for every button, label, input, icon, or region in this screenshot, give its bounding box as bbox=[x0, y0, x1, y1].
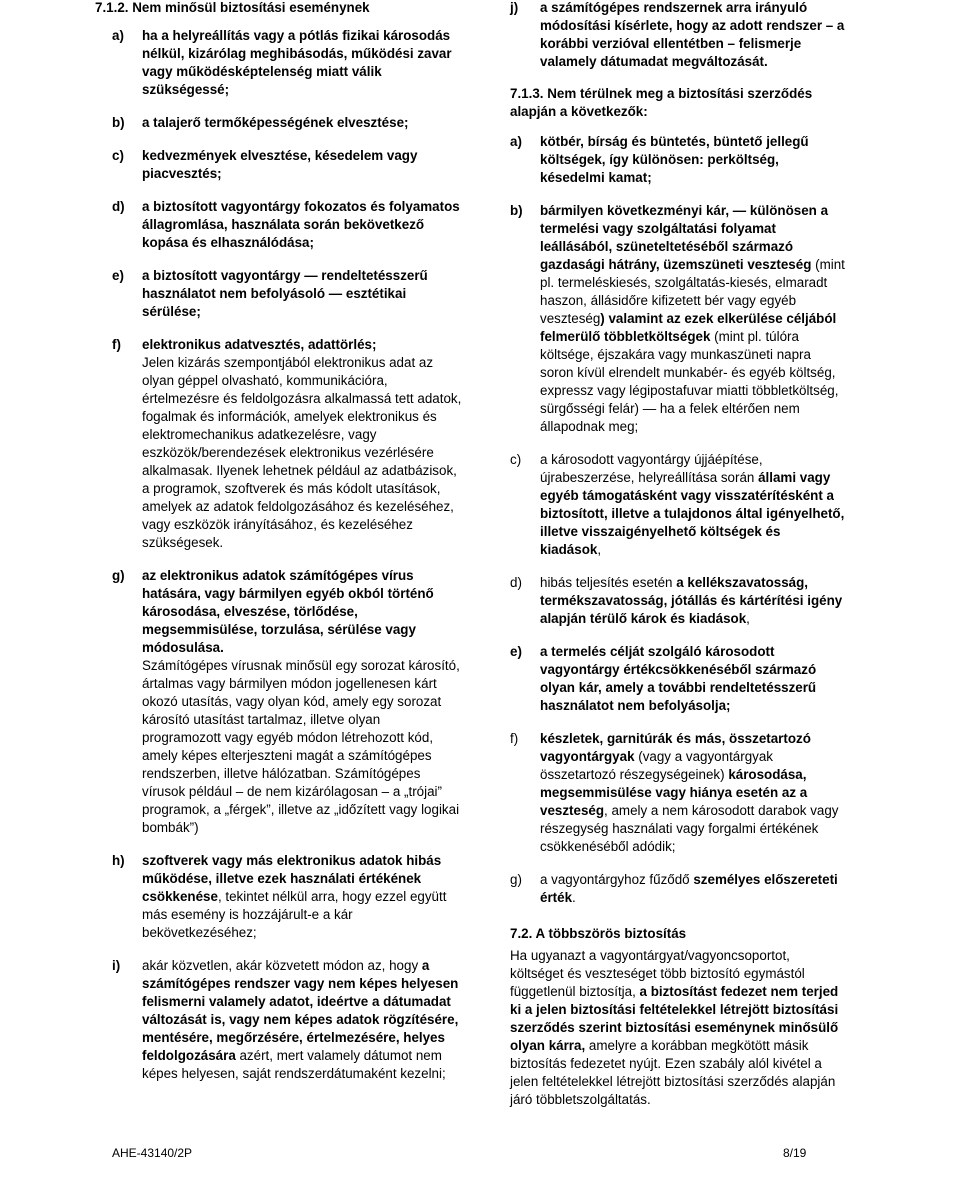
list-item: b) a talajerő termőképességének elvesztése; bbox=[112, 115, 409, 130]
list-item: i) akár közvetlen, akár közvetett módon az, hogy a számítógépes rendszer vagy nem képes helyesen felismerni valamely adatot, ideértve a dátumadat változását is, vagy nem képes adatok rögzítésére, mentésére, megőrzésére, értelmezésére, helyes feldolgozására azért, mert valamely dátumot nem képes helyesen, saját rendszerdátumaként kezelni; bbox=[112, 958, 459, 1081]
item-text: Jelen kizárás szempontjából elektronikus adat az olyan géppel olvasható, kommunikációra, értelmezésre és feldolgozásra alkalmassá tett adatok, fogalmak és információk, amelyek elektronikus és elektromechanikus adatkezelésre, vagy eszközök/berendezések elektronikus vezérlésére alkalmasak. Ilyenek lehetnek például az adatbázisok, a programok, szoftverek és más kódolt utasítások, amelyek az adatok feldolgozásához és kezeléséhez, vagy eszközök irányításához, és kezeléséhez szükségesek. bbox=[142, 355, 462, 550]
list-item: f) elektronikus adatvesztés, adattörlés; Jelen kizárás szempontjából elektronikus adat az olyan géppel olvasható, kommunikációra, értelmezésre és feldolgozásra alkalmassá tett adatok, fogalmak és információk, amelyek elektronikus és elektromechanikus adatkezelésre, vagy eszközök/berendezések elektronikus vezérlésére alkalmasak. Ilyenek lehetnek például az adatbázisok, a programok, szoftverek és más kódolt utasítások, amelyek az adatok feldolgozásához és kezeléséhez, vagy eszközök irányításához, és kezeléséhez szükségesek. bbox=[112, 337, 462, 550]
left-column bbox=[95, 0, 462, 1083]
list-item: a) ha a helyreállítás vagy a pótlás fizikai károsodás nélkül, kizárólag meghibásodás, működési zavar vagy működésképtelenség miatt válik szükségessé; bbox=[112, 28, 452, 97]
paragraph: Ha ugyanazt a vagyontárgyat/vagyoncsoportot, költséget és veszteséget több biztosító egymástól függetlenül biztosítja, a biztosítást fedezet nem terjed ki a jelen biztosítási feltételekkel létrejött biztosítási szerződés szerint biztosítási eseménynek minősülő olyan kárra, amelyre a korábban megkötött másik biztosítás fedezetet nyújt. Ezen szabály alól kivétel a jelen feltételekkel létrejött biztosítási szerződés alapján járó többletszolgáltatás. bbox=[510, 948, 839, 1107]
list-item: g) az elektronikus adatok számítógépes vírus hatására, vagy bármilyen egyéb okból történő károsodása, elveszése, törlődése, megsemmisülése, torzulása, sérülése vagy módosulása. Számítógépes vírusnak minősül egy sorozat károsító, ártalmas vagy bármilyen módon jogellenesen kárt okozó utasítás, vagy olyan kód, amely egy sorozat károsító utasítást tartalmaz, illetve olyan programozott vagy egyéb módon létrehozott kód, amely képes elterjeszteni magát a számítógépes rendszerben, illetve hálózatban. Számítógépes vírusok például – de nem kizárólagosan – a „trójai” programok, a „férgek”, illetve az „időzített vagy logikai bombák”) bbox=[112, 568, 460, 835]
list-item: f) készletek, garnitúrák és más, összetartozó vagyontárgyak (vagy a vagyontárgyak összetartozó részegységeinek) károsodása, megsemmisülése vagy hiánya esetén az a veszteség, amely a nem károsodott darabok vagy részegység használati vagy forgalmi értékének csökkenéséből adódik; bbox=[510, 731, 839, 854]
item-title: az elektronikus adatok számítógépes vírus hatására, vagy bármilyen egyéb okból történő károsodása, elveszése, törlődése, megsemmisülése, torzulása, sérülése vagy módosulása. bbox=[142, 568, 434, 655]
item-text: Számítógépes vírusnak minősül egy sorozat károsító, ártalmas vagy bármilyen módon jogellenesen kárt okozó utasítás, vagy olyan kód, amely egy sorozat károsító utasítást tartalmaz, illetve olyan programozott vagy egyéb módon létrehozott kód, amely képes elterjeszteni magát a számítógépes rendszerben, illetve hálózatban. Számítógépes vírusok például – de nem kizárólagosan – a „trójai” programok, a „férgek”, illetve az „időzített vagy logikai bombák”) bbox=[142, 658, 460, 835]
list-item: a) kötbér, bírság és büntetés, büntető jellegű költségek, így különösen: perköltség, késedelmi kamat; bbox=[510, 134, 809, 185]
right-column bbox=[510, 0, 845, 1109]
list-item: c) kedvezmények elvesztése, késedelem vagy piacvesztés; bbox=[112, 148, 418, 181]
list-item: h) szoftverek vagy más elektronikus adatok hibás működése, illetve ezek használati értékének csökkenése, tekintet nélkül arra, hogy ezzel együtt más esemény is hozzájárult-e a kár bekövetkezéséhez; bbox=[112, 853, 447, 940]
list-item: d) hibás teljesítés esetén a kellékszavatosság, termékszavatosság, jótállás és kártérítési igény alapján térülő károk és kiadások, bbox=[510, 575, 843, 626]
section-heading: 7.1.3. Nem térülnek meg a biztosítási szerződés alapján a következők: bbox=[510, 86, 813, 119]
section-heading: 7.1.2. Nem minősül biztosítási eseménynek bbox=[95, 0, 370, 15]
section-heading: 7.2. A többszörös biztosítás bbox=[510, 926, 687, 941]
item-title: elektronikus adatvesztés, adattörlés; bbox=[142, 337, 377, 352]
list-item: g) a vagyontárgyhoz fűződő személyes előszereteti érték. bbox=[510, 872, 838, 905]
list-item: b) bármilyen következményi kár, — különösen a termelési vagy szolgáltatási folyamat leállásából, szüneteltetéséből származó gazdasági hátrány, üzemszüneti veszteség (mint pl. termeléskiesés, szolgáltatás-kiesés, elmaradt haszon, állásidőre kifizetett bér vagy egyéb veszteség) valamint az ezek elkerülése céljából felmerülő többletköltségek (mint pl. túlóra költsége, éjszakára vagy munkaszüneti napra soron kívül elrendelt munkabér- és egyéb költség, expressz vagy légipostafuvar miatti többletköltség, sürgősségi felár) — ha a felek eltérően nem állapodnak meg; bbox=[510, 203, 845, 434]
page-number: 8/19 bbox=[783, 1146, 807, 1160]
list-item: e) a biztosított vagyontárgy — rendeltetésszerű használatot nem befolyásoló — esztétikai sérülése; bbox=[112, 268, 428, 319]
list-item: j) a számítógépes rendszernek arra irányuló módosítási kísérlete, hogy az adott rendszer – a korábbi verzióval ellentétben – felismerje valamely dátumadat megváltozását. bbox=[510, 0, 845, 69]
list-item: c) a károsodott vagyontárgy újjáépítése, újrabeszerzése, helyreállítása során állami vagy egyéb támogatásként vagy visszatérítésként a biztosított, illetve a tulajdonos által igényelhető, illetve visszaigényelhető költségek és kiadások, bbox=[510, 452, 845, 557]
list-item: e) a termelés célját szolgáló károsodott vagyontárgy értékcsökkenéséből származó olyan kár, amely a további rendeltetésszerű használatot nem befolyásolja; bbox=[510, 644, 817, 713]
document-code: AHE-43140/2P bbox=[112, 1146, 193, 1160]
list-item: d) a biztosított vagyontárgy fokozatos és folyamatos állagromlása, használata során bekövetkező kopása és elhasználódása; bbox=[112, 199, 460, 250]
